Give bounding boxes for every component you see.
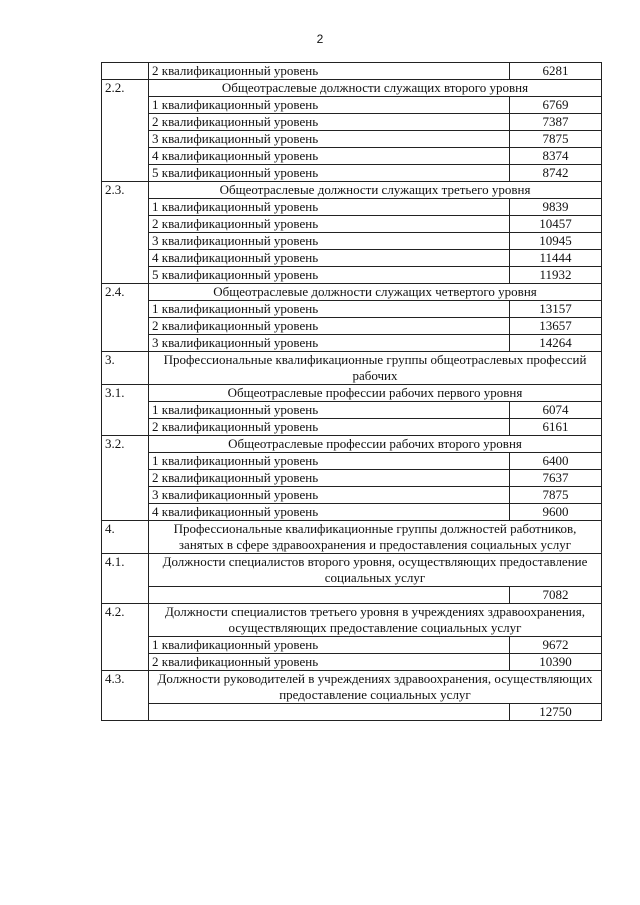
value-cell: 11932 <box>510 267 602 284</box>
section-header-row <box>102 80 602 97</box>
value-cell: 13157 <box>510 301 602 318</box>
table-row <box>102 587 602 604</box>
section-title: Общеотраслевые должности служащих третьего уровня <box>149 182 602 199</box>
number-cell <box>102 63 149 80</box>
level-cell: 3 квалификационный уровень <box>149 487 510 504</box>
level-cell: 1 квалификационный уровень <box>149 453 510 470</box>
table-row <box>102 216 602 233</box>
level-cell: 3 квалификационный уровень <box>149 131 510 148</box>
level-cell: 5 квалификационный уровень <box>149 165 510 182</box>
section-title: Профессиональные квалификационные группы должностей работников, занятых в сфере здравоохранения и предоставления социальных услуг <box>149 521 602 554</box>
section-number: 4.1. <box>102 554 149 604</box>
level-cell: 3 квалификационный уровень <box>149 233 510 250</box>
level-cell: 2 квалификационный уровень <box>149 419 510 436</box>
table-row <box>102 165 602 182</box>
section-header-row <box>102 436 602 453</box>
value-cell: 7875 <box>510 487 602 504</box>
value-cell: 11444 <box>510 250 602 267</box>
table-row <box>102 131 602 148</box>
section-number: 3.2. <box>102 436 149 521</box>
section-header-row <box>102 671 602 704</box>
table-row <box>102 301 602 318</box>
section-header-row <box>102 521 602 554</box>
level-cell: 4 квалификационный уровень <box>149 250 510 267</box>
salary-table <box>101 62 602 721</box>
section-number: 2.3. <box>102 182 149 284</box>
table-row <box>102 704 602 721</box>
value-cell: 9600 <box>510 504 602 521</box>
section-number: 2.4. <box>102 284 149 352</box>
section-number: 4. <box>102 521 149 554</box>
level-cell: 3 квалификационный уровень <box>149 335 510 352</box>
table-row <box>102 654 602 671</box>
level-cell: 1 квалификационный уровень <box>149 199 510 216</box>
level-cell: 2 квалификационный уровень <box>149 470 510 487</box>
value-cell: 7637 <box>510 470 602 487</box>
section-header-row <box>102 385 602 402</box>
value-cell: 9839 <box>510 199 602 216</box>
value-cell: 10457 <box>510 216 602 233</box>
value-cell: 6400 <box>510 453 602 470</box>
table-row <box>102 637 602 654</box>
value-cell: 6281 <box>510 63 602 80</box>
section-title: Профессиональные квалификационные группы общеотраслевых профессий рабочих <box>149 352 602 385</box>
level-cell <box>149 587 510 604</box>
table-row <box>102 250 602 267</box>
table-row <box>102 453 602 470</box>
value-cell: 9672 <box>510 637 602 654</box>
section-title: Общеотраслевые профессии рабочих первого уровня <box>149 385 602 402</box>
section-header-row <box>102 554 602 587</box>
table-row <box>102 97 602 114</box>
salary-table-body <box>102 63 602 721</box>
value-cell: 8374 <box>510 148 602 165</box>
section-number: 3. <box>102 352 149 385</box>
level-cell: 4 квалификационный уровень <box>149 148 510 165</box>
section-header-row <box>102 352 602 385</box>
value-cell: 14264 <box>510 335 602 352</box>
section-title: Должности специалистов второго уровня, осуществляющих предоставление социальных услуг <box>149 554 602 587</box>
level-cell: 1 квалификационный уровень <box>149 402 510 419</box>
table-row <box>102 402 602 419</box>
section-header-row <box>102 182 602 199</box>
section-title: Общеотраслевые должности служащих четвертого уровня <box>149 284 602 301</box>
value-cell: 12750 <box>510 704 602 721</box>
section-header-row <box>102 284 602 301</box>
section-number: 4.2. <box>102 604 149 671</box>
level-cell: 1 квалификационный уровень <box>149 301 510 318</box>
value-cell: 7082 <box>510 587 602 604</box>
table-row <box>102 63 602 80</box>
value-cell: 7875 <box>510 131 602 148</box>
table-row <box>102 470 602 487</box>
section-number: 3.1. <box>102 385 149 436</box>
section-number: 2.2. <box>102 80 149 182</box>
section-title: Должности специалистов третьего уровня в учреждениях здравоохранения, осуществляющих предоставление социальных услуг <box>149 604 602 637</box>
level-cell: 2 квалификационный уровень <box>149 318 510 335</box>
value-cell: 7387 <box>510 114 602 131</box>
section-number: 4.3. <box>102 671 149 721</box>
table-row <box>102 318 602 335</box>
value-cell: 13657 <box>510 318 602 335</box>
value-cell: 6769 <box>510 97 602 114</box>
level-cell: 2 квалификационный уровень <box>149 63 510 80</box>
value-cell: 10390 <box>510 654 602 671</box>
level-cell: 1 квалификационный уровень <box>149 637 510 654</box>
table-row <box>102 233 602 250</box>
section-header-row <box>102 604 602 637</box>
section-title: Общеотраслевые должности служащих второго уровня <box>149 80 602 97</box>
level-cell: 1 квалификационный уровень <box>149 97 510 114</box>
table-row <box>102 114 602 131</box>
level-cell: 2 квалификационный уровень <box>149 114 510 131</box>
value-cell: 10945 <box>510 233 602 250</box>
section-title: Общеотраслевые профессии рабочих второго уровня <box>149 436 602 453</box>
level-cell: 5 квалификационный уровень <box>149 267 510 284</box>
table-row <box>102 335 602 352</box>
section-title: Должности руководителей в учреждениях здравоохранения, осуществляющих предоставление социальных услуг <box>149 671 602 704</box>
table-row <box>102 487 602 504</box>
value-cell: 6074 <box>510 402 602 419</box>
value-cell: 6161 <box>510 419 602 436</box>
table-row <box>102 267 602 284</box>
table-row <box>102 148 602 165</box>
value-cell: 8742 <box>510 165 602 182</box>
table-row <box>102 199 602 216</box>
level-cell: 4 квалификационный уровень <box>149 504 510 521</box>
page-number: 2 <box>316 32 324 46</box>
level-cell: 2 квалификационный уровень <box>149 654 510 671</box>
level-cell: 2 квалификационный уровень <box>149 216 510 233</box>
level-cell <box>149 704 510 721</box>
table-row <box>102 419 602 436</box>
table-row <box>102 504 602 521</box>
